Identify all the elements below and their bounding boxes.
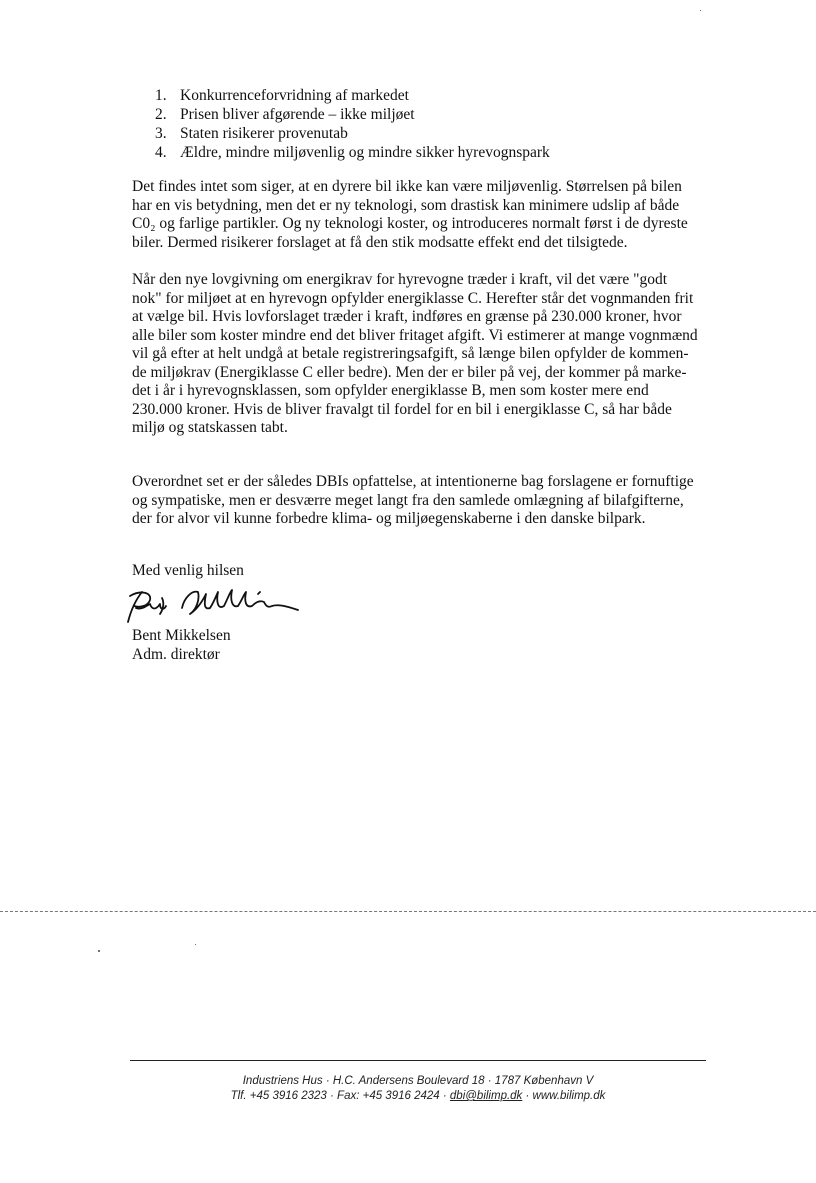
footer-website-link[interactable]: www.bilimp.dk — [532, 1090, 606, 1102]
list-item: 1. Konkurrenceforvridning af markedet — [155, 87, 409, 104]
paragraph-tech-cost: Det findes intet som siger, at en dyrere bil ikke kan være miljøvenlig. Størrelsen på bilen har en vis betydning, men det er ny teknologi, som drastisk kan minimere udslip af både C0₂ og farlige partikler. Og ny teknologi koster, og introduceres normalt først i de dyreste biler. Dermed risikerer forslaget at få den stik modsatte effekt end det tilsigtede. — [132, 178, 688, 251]
scan-speck — [195, 944, 196, 945]
footer-contact: Tlf. +45 3916 2323 · Fax: +45 3916 2424 · dbi@bilimp.dk · www.bilimp.dk — [230, 1090, 606, 1102]
paragraph-energy-requirements: Når den nye lovgivning om energikrav for hyrevogne træder i kraft, vil det være "godt nok" for miljøet at en hyrevogn opfylder energiklasse C. Herefter står det vognmanden frit at vælge bil. Hvis lovforslaget træder i kraft, indføres en grænse på 230.000 kroner, hvor alle biler som koster mindre end det bliver fritaget afgift. Vi estimerer at mange vognmænd vil gå efter at helt undgå at betale registreringsafgift, så længe bilen opfylder de kommen- de miljøkrav (Energiklasse C eller bedre). Men der er biler på vej, der kommer på marke- det i år i hyrevognsklassen, som opfylder energiklasse B, men som koster mere end 230.000 kroner. Hvis de bliver fravalgt til fordel for en bil i energiklasse C, så har både miljø og statskassen tabt. — [132, 271, 698, 436]
signer-name: Bent Mikkelsen — [132, 627, 231, 644]
numbered-list — [155, 86, 550, 162]
signer-block — [132, 626, 231, 664]
scan-speck — [700, 10, 701, 11]
list-item: 4. Ældre, mindre miljøvenlig og mindre sikker hyrevognspark — [155, 144, 550, 161]
paragraph-conclusion: Overordnet set er der således DBIs opfattelse, at intentionerne bag forslagene er fornuftige og sympatiske, men er desværre meget langt fra den samlede omlægning af bilafgifterne, der for alvor vil kunne forbedre klima- og miljøegenskaberne i den danske bilpark. — [132, 473, 694, 527]
footer-address: Industriens Hus · H.C. Andersens Boulevard 18 · 1787 København V — [242, 1075, 594, 1087]
signer-title: Adm. direktør — [132, 646, 220, 663]
scan-fold-line — [0, 911, 816, 912]
footer-phone: Tlf. +45 3916 2323 — [230, 1090, 327, 1102]
scan-speck — [98, 950, 100, 952]
letterhead-footer — [130, 1074, 706, 1104]
closing-salutation: Med venlig hilsen — [132, 562, 244, 579]
handwritten-signature — [120, 580, 320, 630]
footer-divider — [130, 1060, 706, 1061]
list-item: 3. Staten risikerer provenutab — [155, 125, 348, 142]
footer-email-link[interactable]: dbi@bilimp.dk — [449, 1090, 523, 1102]
footer-fax: Fax: +45 3916 2424 — [337, 1090, 440, 1102]
list-item: 2. Prisen bliver afgørende – ikke miljøet — [155, 106, 415, 123]
